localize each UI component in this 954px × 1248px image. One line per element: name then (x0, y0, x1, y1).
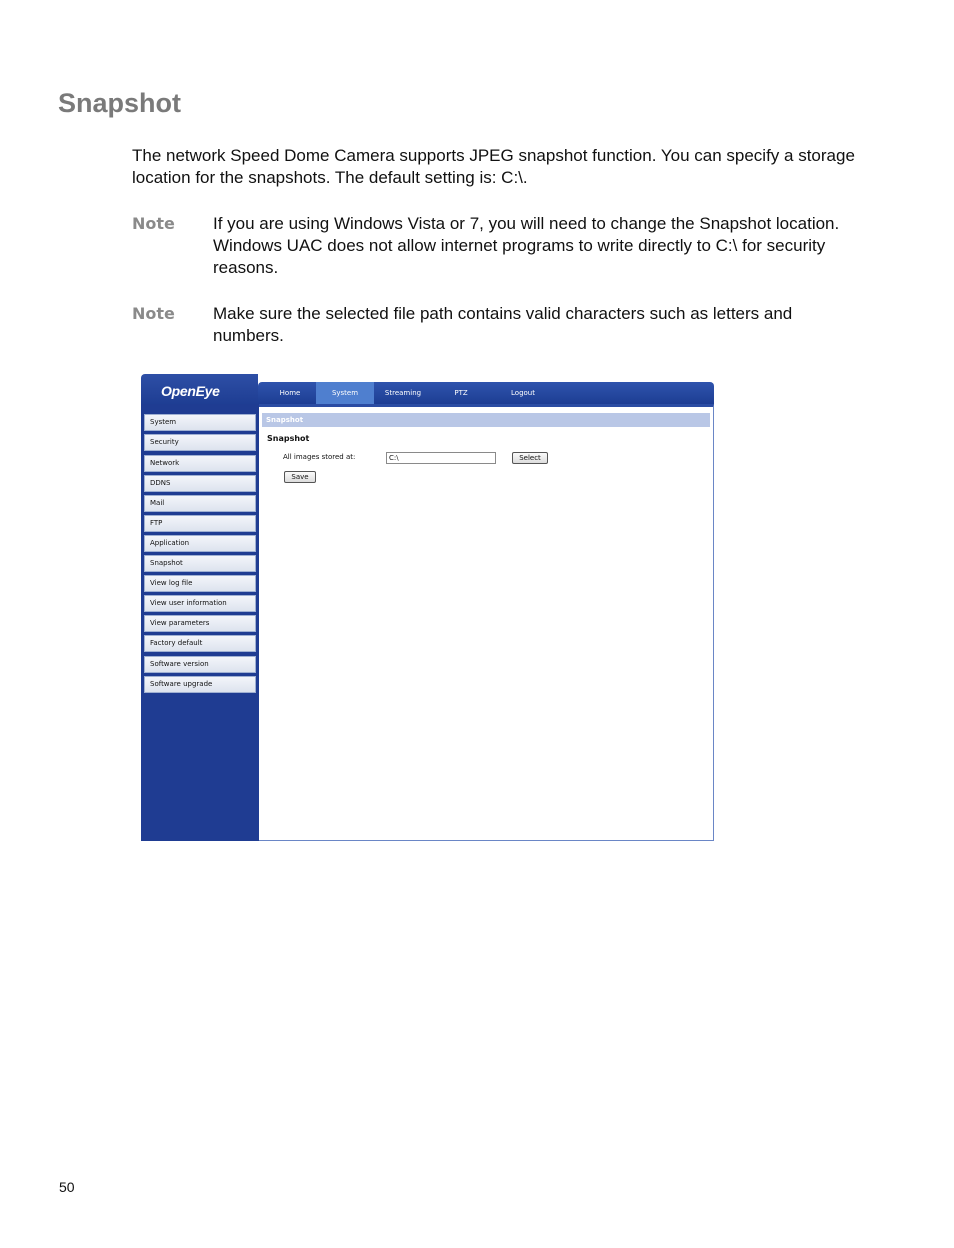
sidebar-item-security[interactable]: Security (144, 434, 256, 451)
tab-system[interactable]: System (316, 382, 374, 404)
web-ui-screenshot (141, 374, 714, 841)
sidebar-item-network[interactable]: Network (144, 455, 256, 472)
note-label: Note (132, 304, 175, 323)
page-number: 50 (59, 1179, 75, 1195)
select-button[interactable]: Select (512, 452, 548, 464)
sidebar-item-software-version[interactable]: Software version (144, 656, 256, 673)
note-text: Make sure the selected file path contains valid characters such as letters and numbers. (213, 304, 793, 345)
sidebar-item-system[interactable]: System (144, 414, 256, 431)
tab-logout[interactable]: Logout (511, 389, 535, 397)
sidebar-item-view-parameters[interactable]: View parameters (144, 615, 256, 632)
top-navigation (258, 382, 714, 404)
sidebar (141, 404, 259, 841)
sidebar-item-application[interactable]: Application (144, 535, 256, 552)
section-header-bar: Snapshot (262, 413, 710, 427)
sidebar-item-view-log-file[interactable]: View log file (144, 575, 256, 592)
main-panel (259, 404, 714, 841)
storage-path-input[interactable]: C:\ (386, 452, 496, 464)
sidebar-item-software-upgrade[interactable]: Software upgrade (144, 676, 256, 693)
section-title: Snapshot (267, 434, 310, 443)
sidebar-item-snapshot[interactable]: Snapshot (144, 555, 256, 572)
tab-home[interactable]: Home (279, 389, 301, 397)
sidebar-item-view-user-information[interactable]: View user information (144, 595, 256, 612)
note-label: Note (132, 214, 175, 233)
sidebar-item-mail[interactable]: Mail (144, 495, 256, 512)
intro-paragraph: The network Speed Dome Camera supports JPEG snapshot function. You can specify a storage location for the snapshots. The default setting is: C:\. (132, 146, 855, 187)
sidebar-item-ddns[interactable]: DDNS (144, 475, 256, 492)
tab-ptz[interactable]: PTZ (454, 389, 468, 397)
sidebar-item-factory-default[interactable]: Factory default (144, 635, 256, 652)
page-title: Snapshot (58, 88, 182, 118)
note-text: If you are using Windows Vista or 7, you will need to change the Snapshot location. Windows UAC does not allow internet programs to write directly to C:\ for security reasons. (213, 214, 840, 277)
storage-location-label: All images stored at: (283, 453, 356, 461)
save-button[interactable]: Save (284, 471, 316, 483)
openeye-logo: OpenEye (161, 383, 220, 399)
tab-streaming[interactable]: Streaming (384, 389, 422, 397)
sidebar-item-ftp[interactable]: FTP (144, 515, 256, 532)
